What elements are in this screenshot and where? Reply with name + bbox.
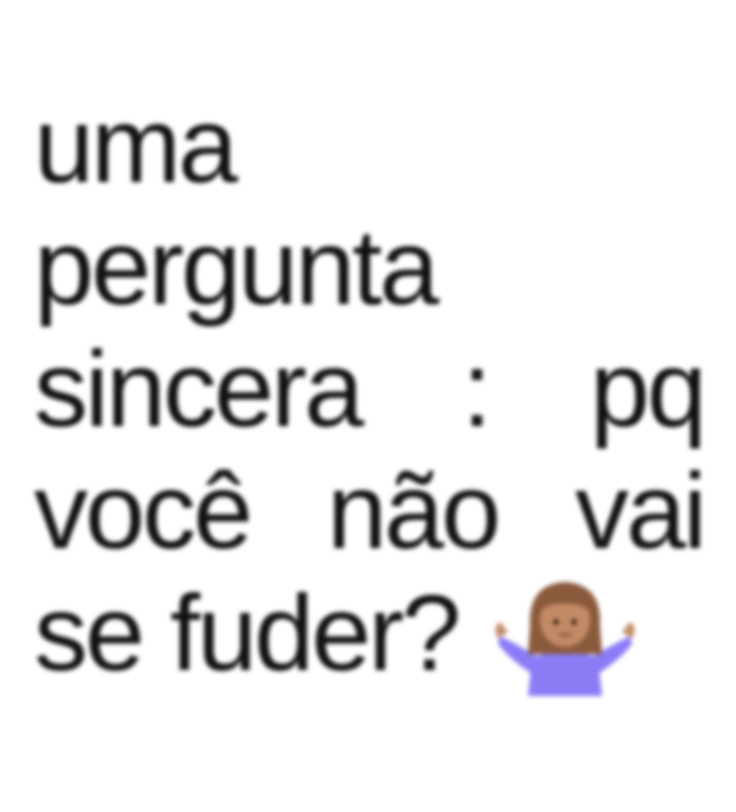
line-3 [34, 328, 704, 450]
person-shrugging-icon [490, 576, 640, 696]
meme-text [34, 84, 704, 694]
word: : [462, 328, 490, 449]
word: vai [574, 450, 704, 571]
line-4 [34, 450, 704, 572]
word: você [34, 450, 251, 571]
line-2 [34, 206, 704, 328]
word: pergunta [34, 206, 437, 327]
word: uma [34, 84, 236, 205]
word: fuder? [170, 572, 459, 693]
word: sincera [34, 328, 362, 449]
line-1 [34, 84, 704, 206]
line-5 [34, 572, 704, 694]
word: pq [589, 328, 704, 449]
word: não [326, 450, 499, 571]
word: se [34, 572, 143, 693]
